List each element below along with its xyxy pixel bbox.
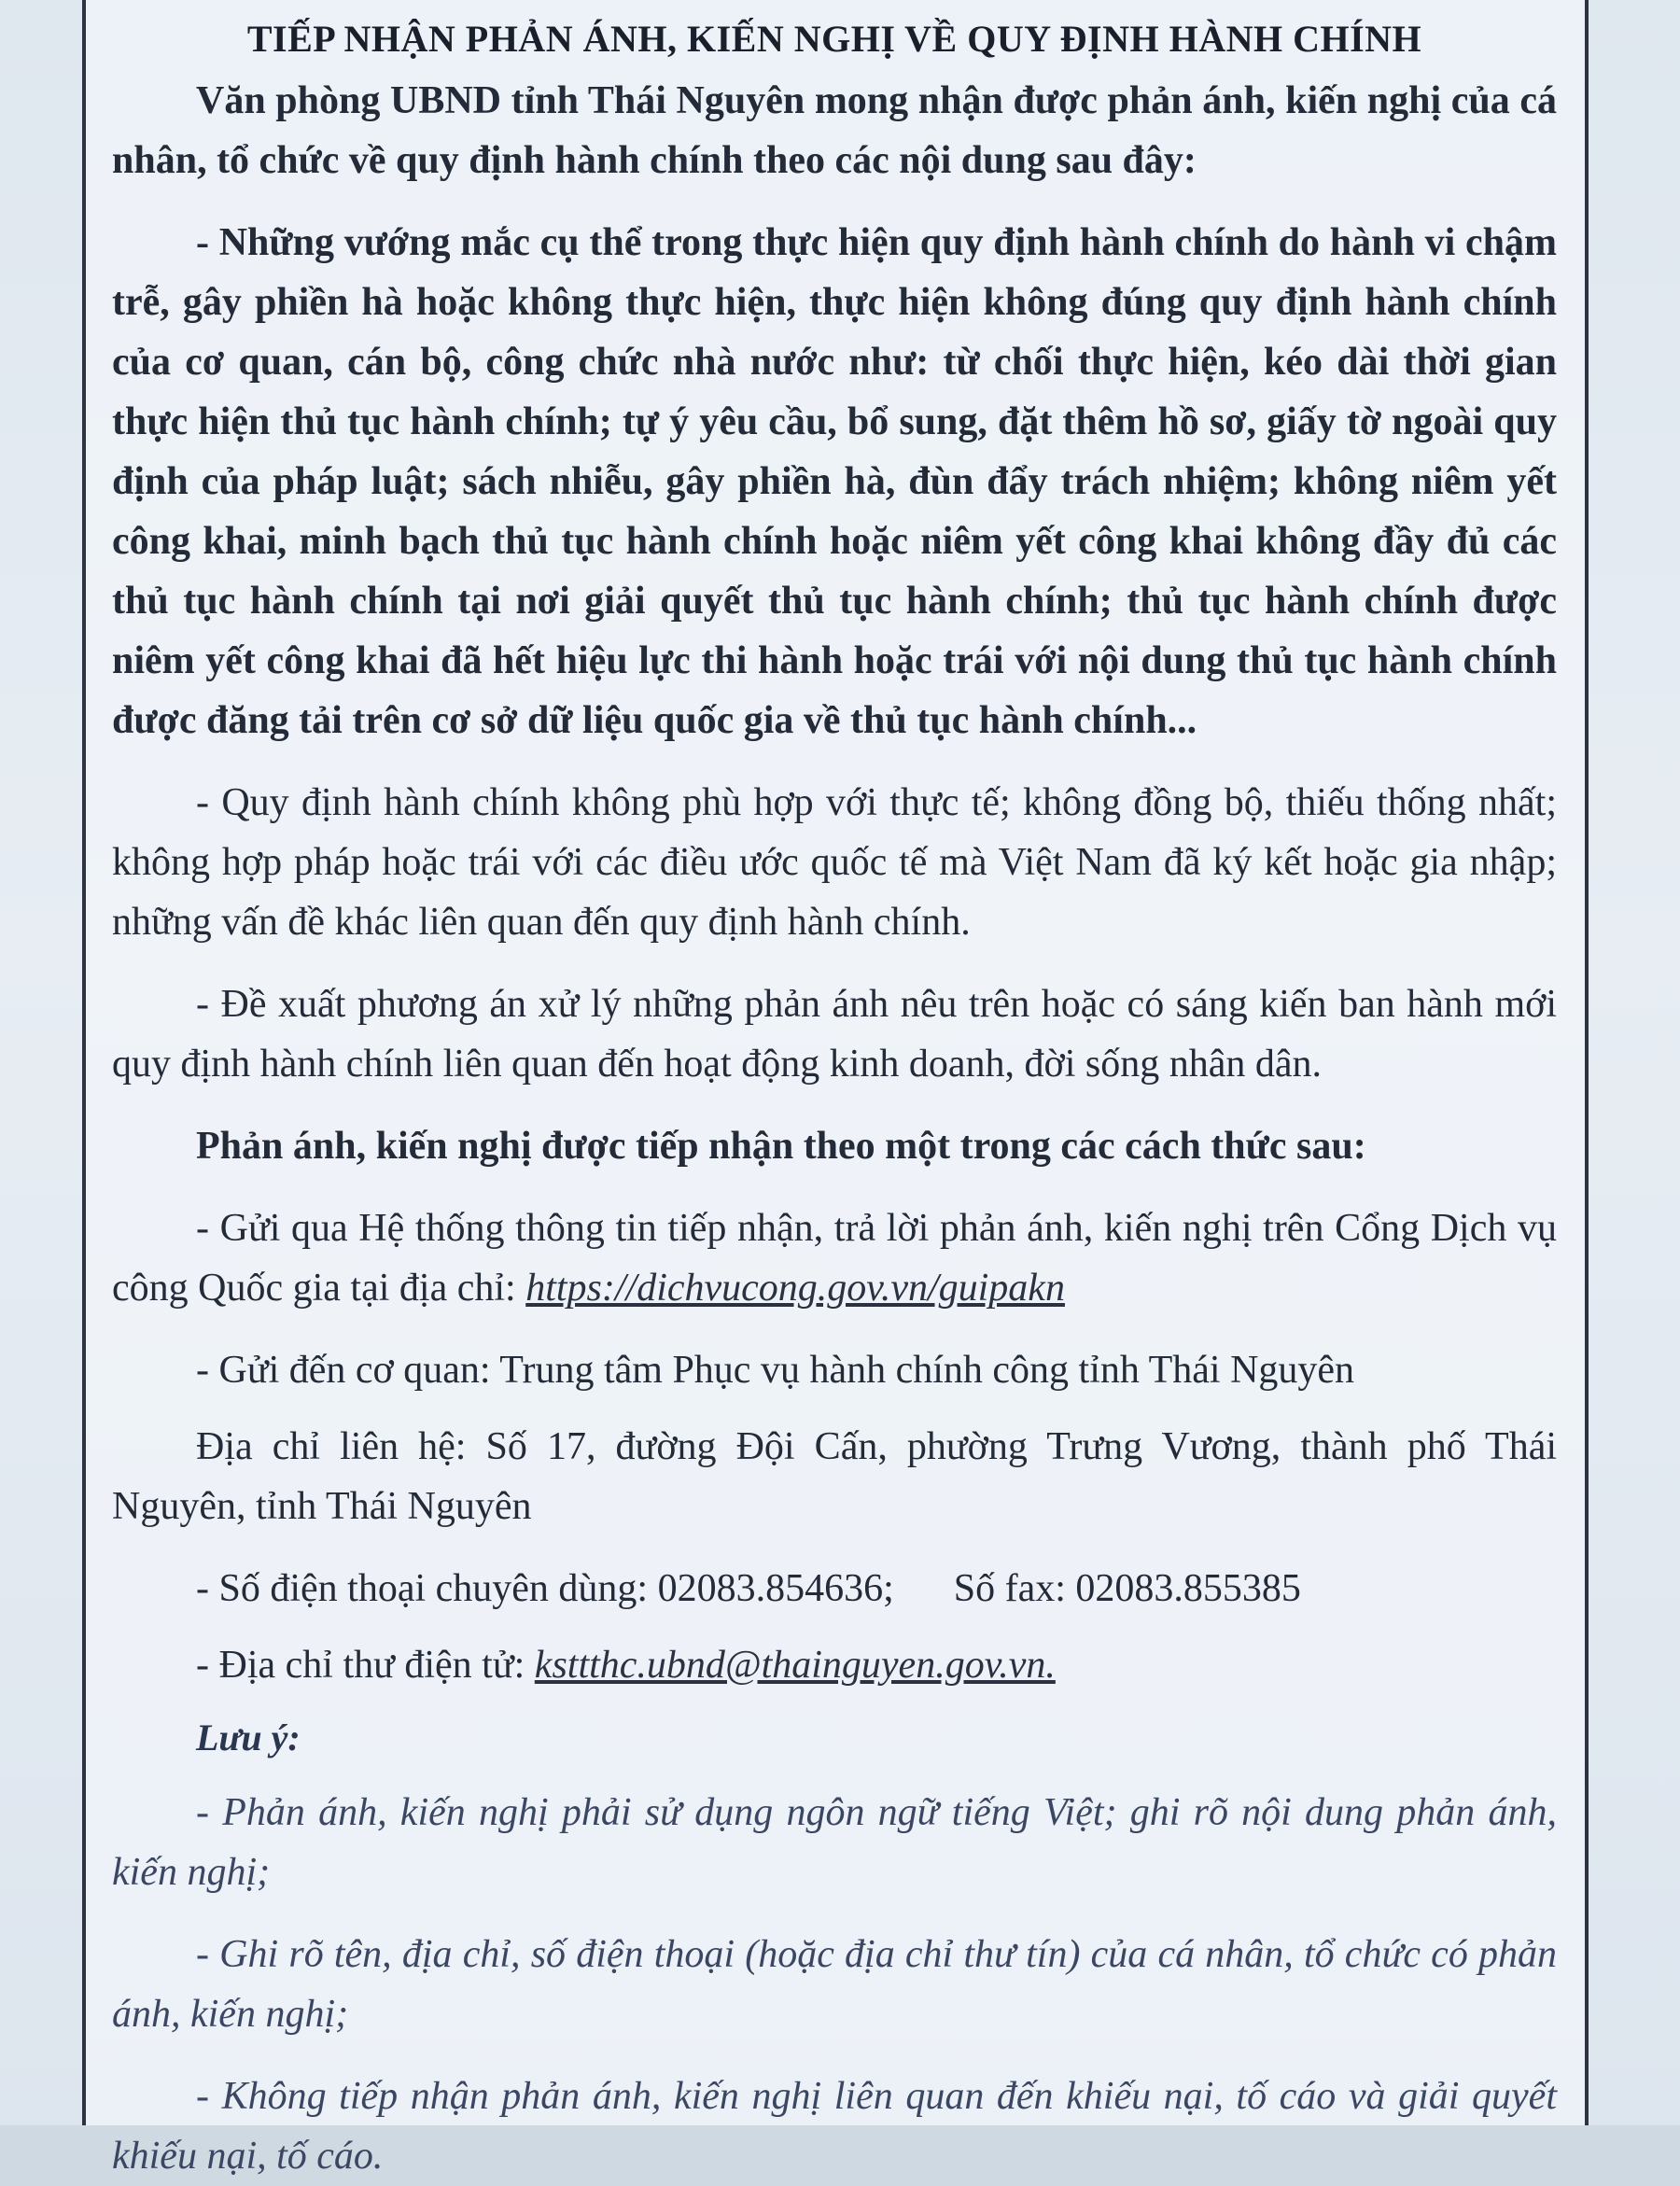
item-2-paragraph: - Quy định hành chính không phù hợp với thực tế; không đồng bộ, thiếu thống nhất; không hợp pháp hoặc trái với các điều ước quốc tế mà Việt Nam đã ký kết hoặc gia nhập; những vấn đề khác liên quan đến quy định hành chính. bbox=[112, 781, 1557, 944]
item-3-paragraph: - Đề xuất phương án xử lý những phản ánh nêu trên hoặc có sáng kiến ban hành mới quy định hành chính liên quan đến hoạt động kinh doanh, đời sống nhân dân. bbox=[112, 983, 1557, 1086]
document-panel bbox=[82, 0, 1589, 2178]
method-1-paragraph bbox=[112, 1198, 1557, 1318]
address-paragraph: Địa chỉ liên hệ: Số 17, đường Đội Cấn, phường Trưng Vương, thành phố Thái Nguyên, tỉnh Thái Nguyên bbox=[112, 1425, 1557, 1528]
phone-text: - Số điện thoại chuyên dùng: 02083.854636; bbox=[196, 1567, 894, 1610]
email-label: - Địa chỉ thư điện tử: bbox=[196, 1644, 535, 1687]
intro-paragraph: Văn phòng UBND tỉnh Thái Nguyên mong nhận được phản ánh, kiến nghị của cá nhân, tổ chức về quy định hành chính theo các nội dung sau đây: bbox=[112, 79, 1557, 182]
note-1: - Phản ánh, kiến nghị phải sử dụng ngôn ngữ tiếng Việt; ghi rõ nội dung phản ánh, kiến nghị; bbox=[112, 1791, 1557, 1894]
phone-fax-paragraph bbox=[112, 1559, 1557, 1618]
note-3: - Không tiếp nhận phản ánh, kiến nghị liên quan đến khiếu nại, tố cáo và giải quyết khiếu nại, tố cáo. bbox=[112, 2075, 1557, 2178]
methods-heading: Phản ánh, kiến nghị được tiếp nhận theo một trong các cách thức sau: bbox=[196, 1125, 1366, 1168]
email-link[interactable]: ksttthc.ubnd@thainguyen.gov.vn. bbox=[534, 1644, 1056, 1687]
item-1-paragraph: - Những vướng mắc cụ thể trong thực hiện quy định hành chính do hành vi chậm trễ, gây phiền hà hoặc không thực hiện, thực hiện không đúng quy định hành chính của cơ quan, cán bộ, công chức nhà nước như: từ chối thực hiện, kéo dài thời gian thực hiện thủ tục hành chính; tự ý yêu cầu, bổ sung, đặt thêm hồ sơ, giấy tờ ngoài quy định của pháp luật; sách nhiễu, gây phiền hà, đùn đẩy trách nhiệm; không niêm yết công khai, minh bạch thủ tục hành chính hoặc niêm yết công khai không đầy đủ các thủ tục hành chính tại nơi giải quyết thủ tục hành chính; thủ tục hành chính được niêm yết công khai đã hết hiệu lực thi hành hoặc trái với nội dung thủ tục hành chính được đăng tải trên cơ sở dữ liệu quốc gia về thủ tục hành chính... bbox=[112, 221, 1557, 742]
email-paragraph bbox=[112, 1635, 1557, 1695]
note-2: - Ghi rõ tên, địa chỉ, số điện thoại (hoặc địa chỉ thư tín) của cá nhân, tổ chức có phản ánh, kiến nghị; bbox=[112, 1933, 1557, 2036]
fax-text: Số fax: 02083.855385 bbox=[953, 1567, 1301, 1610]
document-title: TIẾP NHẬN PHẢN ÁNH, KIẾN NGHỊ VỀ QUY ĐỊNH HÀNH CHÍNH bbox=[246, 18, 1422, 60]
method-1-text: - Gửi qua Hệ thống thông tin tiếp nhận, trả lời phản ánh, kiến nghị trên Cổng Dịch vụ công Quốc gia tại địa chỉ: bbox=[112, 1207, 1557, 1310]
method-2-paragraph: - Gửi đến cơ quan: Trung tâm Phục vụ hành chính công tỉnh Thái Nguyên bbox=[196, 1349, 1355, 1392]
portal-link[interactable]: https://dichvucong.gov.vn/guipakn bbox=[525, 1267, 1065, 1310]
note-title: Lưu ý: bbox=[196, 1717, 301, 1759]
